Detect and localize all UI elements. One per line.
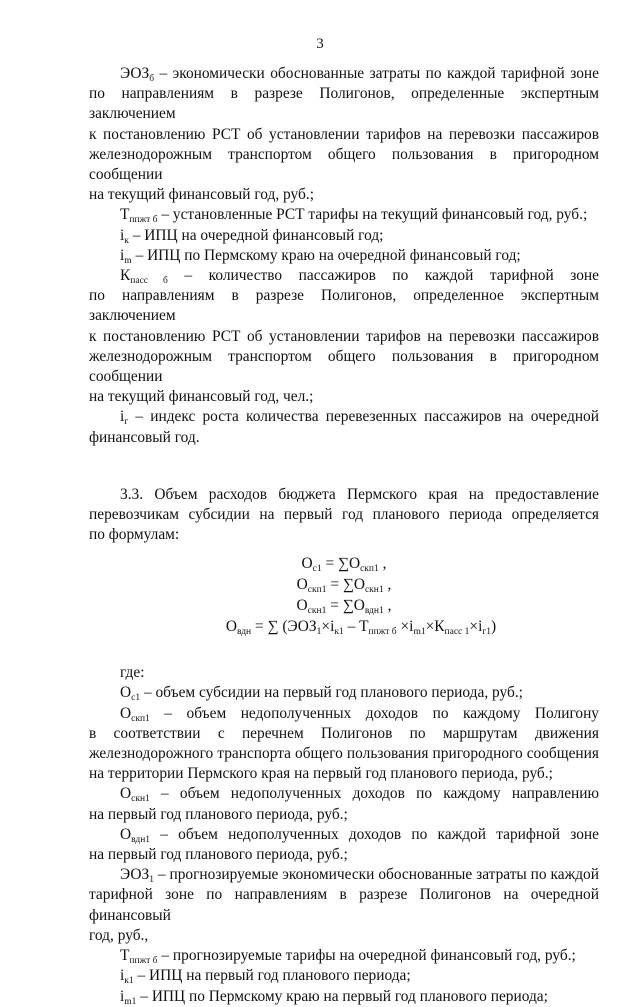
- text-line: железнодорожного транспорта общего пользования пригородного сообщения: [89, 745, 599, 763]
- text-line: $О_{вдн1}$ – объем недополученных доходов по каждой тарифной зоне: [120, 825, 599, 845]
- text-line: $i_m$ – ИПЦ по Пермскому краю на очередной финансовый год;: [120, 246, 521, 266]
- text-line: перевозчикам субсидии на первый год планового периода определяется: [89, 505, 599, 523]
- text-line: где:: [120, 664, 145, 682]
- text-line: на первый год планового периода, руб.;: [89, 846, 348, 864]
- text-line: $i_к$ – ИПЦ на очередной финансовый год;: [120, 226, 384, 246]
- text-line: $i_г$ – индекс роста количества перевезенных пассажиров на очередной: [120, 408, 599, 428]
- text-line: 3.3. Объем расходов бюджета Пермского края на предоставление: [120, 485, 599, 503]
- formula-line: $О_{скп1} = \sum О_{скн1}$ ,: [296, 576, 392, 596]
- text-line: железнодорожным транспортом общего пользования в пригородном сообщении: [89, 145, 599, 184]
- text-line: $ЭОЗ_б$ – экономически обоснованные затраты по каждой тарифной зоне: [120, 65, 599, 84]
- text-line: тарифной зоне по направлениям в разрезе Полигонов на очередной финансовый: [89, 886, 599, 924]
- text-line: на территории Пермского края на первый год планового периода, руб.;: [89, 765, 553, 783]
- text-line: $О_{с1}$ – объем субсидии на первый год планового периода, руб.;: [120, 684, 523, 704]
- text-line: на первый год планового периода, руб.;: [89, 805, 348, 823]
- text-line: [89, 463, 599, 469]
- formula-line: $О_{с1} = \sum О_{скп1}$ ,: [301, 555, 387, 575]
- text-line: на текущий финансовый год, руб.;: [89, 186, 314, 204]
- text-line: на текущий финансовый год, чел.;: [89, 388, 314, 406]
- text-line: по направлениям в разрезе Полигонов, определенные экспертным заключением: [89, 85, 599, 123]
- text-line: по направлениям в разрезе Полигонов, определенное экспертным заключением: [89, 287, 599, 325]
- definitions-block-current-year: [89, 64, 599, 545]
- text-line: $i_{к1}$ – ИПЦ на первый год планового периода;: [120, 967, 411, 987]
- text-line: $О_{скп1}$ – объем недополученных доходов по каждому Полигону: [120, 704, 599, 724]
- definitions-block-first-plan-year: [89, 663, 599, 1006]
- page-number: 3: [316, 36, 324, 52]
- text-line: год, руб.,: [89, 926, 149, 944]
- text-line: $Т_{ппжт б}$ – установленные РСТ тарифы на текущий финансовый год, руб.;: [120, 206, 588, 226]
- text-line: $i_{m1}$ – ИПЦ по Пермскому краю на первый год планового периода;: [120, 987, 548, 1007]
- text-line: в соответствии с перечнем Полигонов по маршрутам движения: [89, 724, 599, 742]
- text-line: $К_{пасс б}$ – количество пассажиров по каждой тарифной зоне: [120, 267, 599, 287]
- text-line: по формулам:: [89, 526, 180, 544]
- text-line: к постановлению РСТ об установлении тарифов на перевозки пассажиров: [89, 125, 599, 143]
- formula-line: $О_{вдн}$ = ∑ $(ЭОЗ_1\times i_{к1} - Т_{ппжт б} \times i_{m1}\times К_{пасс 1}\times i_{г1})$: [225, 618, 497, 638]
- formula-line: $О_{скн1} = \sum О_{вдн1}$ ,: [296, 597, 392, 617]
- text-line: $Т_{ппжт б}$ – прогнозируемые тарифы на очередной финансовый год, руб.;: [120, 947, 576, 967]
- text-line: $ЭОЗ_1$ – прогнозируемые экономически обоснованные затраты по каждой: [120, 866, 599, 886]
- document-body: [89, 64, 599, 1007]
- text-line: финансовый год.: [89, 428, 200, 446]
- formula-block: [89, 553, 599, 637]
- text-line: $О_{скн1}$ – объем недополученных доходов по каждому направлению: [120, 785, 599, 805]
- text-line: к постановлению РСТ об установлении тарифов на перевозки пассажиров: [89, 327, 599, 345]
- spacer: [89, 637, 599, 663]
- text-line: железнодорожным транспортом общего пользования в пригородном сообщении: [89, 347, 599, 386]
